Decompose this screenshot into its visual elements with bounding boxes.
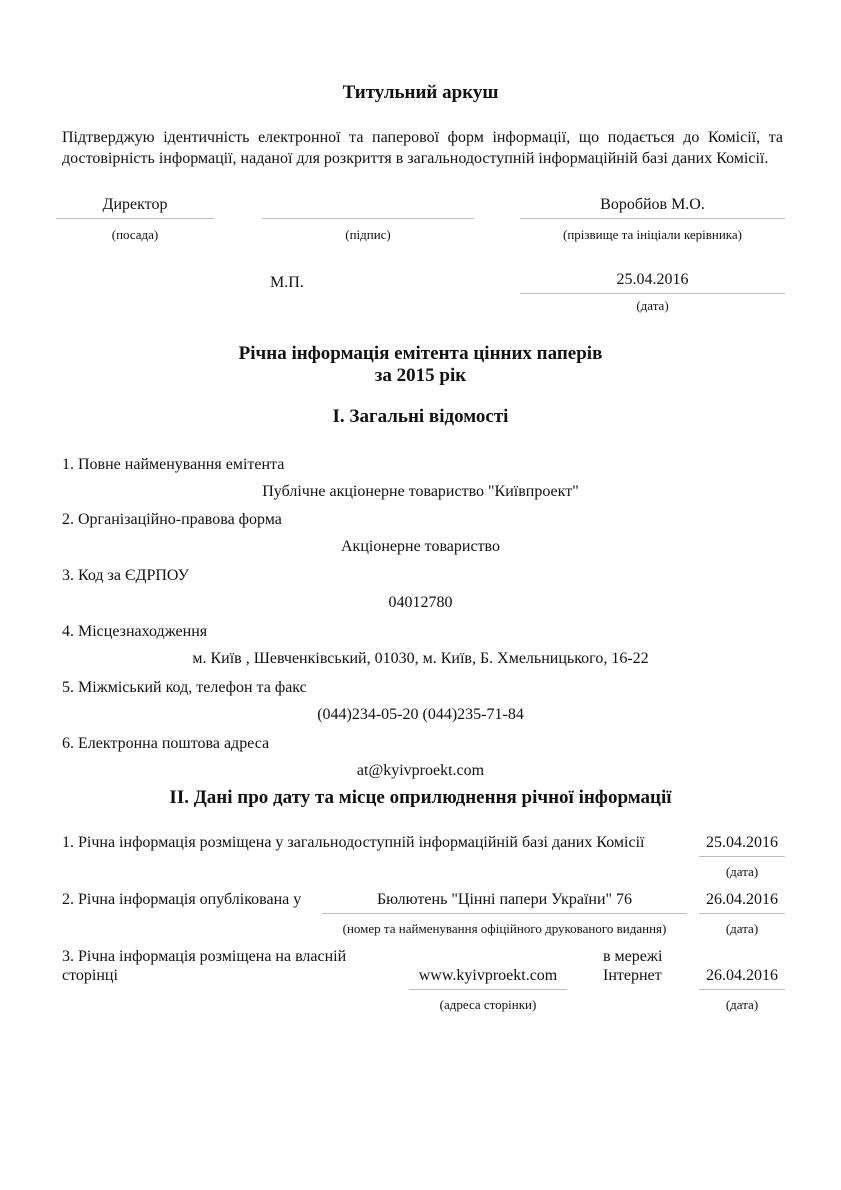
item4-value: м. Київ , Шевченківський, 01030, м. Київ, Б. Хмельницького, 16-22: [192, 650, 649, 667]
position-value: Директор: [102, 196, 168, 213]
report-year: за 2015 рік: [374, 365, 467, 386]
row1-date: 25.04.2016: [706, 834, 778, 851]
row2-date: 26.04.2016: [706, 891, 778, 908]
item5-label: 5. Міжміський код, телефон та факс: [62, 679, 307, 696]
row1-date-caption: (дата): [725, 864, 759, 879]
item6-label: 6. Електронна поштова адреса: [62, 735, 270, 752]
row2-date-underline: [699, 913, 785, 914]
item3-value: 04012780: [388, 594, 453, 611]
row3-site-caption: (адреса сторінки): [439, 997, 537, 1012]
position-caption: (посада): [111, 227, 159, 242]
row3-site-underline: [409, 989, 567, 990]
row3-label-line2: сторінці: [62, 967, 118, 984]
stamp-label: М.П.: [270, 274, 304, 291]
item5-value: (044)234-05-20 (044)235-71-84: [317, 706, 524, 723]
date-caption: (дата): [636, 298, 669, 313]
row3-label-line1: 3. Річна інформація розміщена на власній: [62, 948, 347, 965]
report-title: Річна інформація емітента цінних паперів: [238, 343, 603, 364]
item2-value: Акціонерне товариство: [341, 538, 500, 555]
row3-network-line1: в мережі: [603, 948, 663, 965]
row3-date: 26.04.2016: [706, 967, 778, 984]
row3-network-line2: Інтернет: [603, 967, 662, 984]
date-underline: [520, 293, 785, 294]
item2-label: 2. Організаційно-правова форма: [62, 511, 282, 528]
confirmation-text: Підтверджую ідентичність електронної та паперової форм інформації, що подається до Комісії, та достовірність інформації, наданої для розкриття в загальнодоступній інформаційній базі даних Комісії.: [62, 129, 783, 167]
row2-publication-underline: [322, 913, 687, 914]
signature-caption: (підпис): [345, 227, 391, 242]
name-caption: (прізвище та ініціали керівника): [563, 227, 742, 242]
row2-date-caption: (дата): [725, 921, 759, 936]
page-title: Титульний аркуш: [342, 82, 499, 103]
section2-title: II. Дані про дату та місце оприлюднення річної інформації: [169, 787, 672, 808]
signature-date: 25.04.2016: [616, 271, 689, 288]
row3-site: www.kyivproekt.com: [418, 967, 558, 984]
row2-label: 2. Річна інформація опублікована у: [62, 891, 302, 908]
item1-value: Публічне акціонерне товариство "Київпроект": [262, 483, 579, 500]
director-name: Воробйов М.О.: [600, 196, 705, 213]
row3-date-caption: (дата): [725, 997, 759, 1012]
row2-publication: Бюлютень "Цінні папери України" 76: [376, 891, 633, 908]
row2-publication-caption: (номер та найменування офіційного друкованого видання): [342, 921, 667, 936]
item1-label: 1. Повне найменування емітента: [62, 456, 285, 473]
item3-label: 3. Код за ЄДРПОУ: [62, 567, 189, 584]
position-underline: [56, 218, 214, 219]
signature-underline: [262, 218, 474, 219]
item6-value: at@kyivproekt.com: [356, 762, 485, 779]
item4-label: 4. Місцезнаходження: [62, 623, 208, 640]
name-underline: [520, 218, 785, 219]
row1-date-underline: [699, 856, 785, 857]
section1-title: I. Загальні відомості: [332, 406, 509, 427]
row1-label: 1. Річна інформація розміщена у загальнодоступній інформаційній базі даних Комісії: [62, 834, 645, 851]
row3-date-underline: [699, 989, 785, 990]
